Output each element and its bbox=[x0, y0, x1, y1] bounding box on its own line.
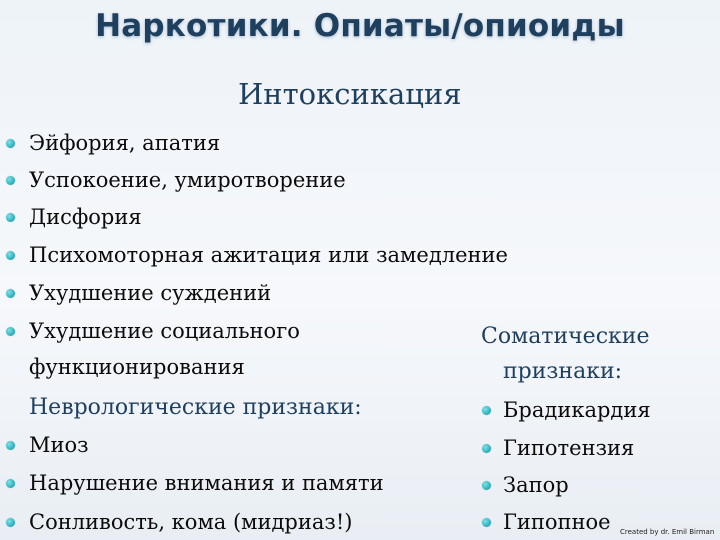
bullet-icon bbox=[6, 213, 15, 222]
bullet-icon bbox=[6, 518, 15, 527]
bullet-icon bbox=[6, 479, 15, 488]
somatic-heading-line2: признаки: bbox=[503, 359, 623, 384]
list-item: Психомоторная ажитация или замедление bbox=[29, 243, 508, 267]
slide-title: Наркотики. Опиаты/опиоиды bbox=[95, 8, 625, 44]
slide-subtitle: Интоксикация bbox=[238, 77, 462, 111]
list-item: Ухудшение социального bbox=[29, 319, 300, 343]
list-item: Миоз bbox=[29, 433, 89, 457]
bullet-icon bbox=[482, 406, 491, 415]
list-item: Гипопное bbox=[503, 510, 611, 534]
bullet-icon bbox=[482, 444, 491, 453]
bullet-icon bbox=[6, 327, 15, 336]
bullet-icon bbox=[482, 518, 491, 527]
list-item: Гипотензия bbox=[503, 436, 635, 460]
bullet-icon bbox=[6, 251, 15, 260]
list-item: Дисфория bbox=[29, 205, 142, 229]
list-item-continuation: функционирования bbox=[29, 355, 245, 379]
bullet-icon bbox=[6, 139, 15, 148]
neuro-heading: Неврологические признаки: bbox=[29, 395, 362, 420]
author-credit: Created by dr. Emil Birman bbox=[620, 528, 715, 536]
list-item: Успокоение, умиротворение bbox=[29, 168, 346, 192]
bullet-icon bbox=[482, 481, 491, 490]
list-item: Брадикардия bbox=[503, 398, 651, 422]
list-item: Сонливость, кома (мидриаз!) bbox=[29, 510, 353, 534]
list-item: Ухудшение суждений bbox=[29, 281, 272, 305]
list-item: Запор bbox=[503, 473, 569, 497]
bullet-icon bbox=[6, 289, 15, 298]
list-item: Нарушение внимания и памяти bbox=[29, 471, 384, 495]
somatic-heading: Соматические bbox=[481, 324, 650, 349]
bullet-icon bbox=[6, 176, 15, 185]
bullet-icon bbox=[6, 441, 15, 450]
list-item: Эйфория, апатия bbox=[29, 131, 221, 155]
